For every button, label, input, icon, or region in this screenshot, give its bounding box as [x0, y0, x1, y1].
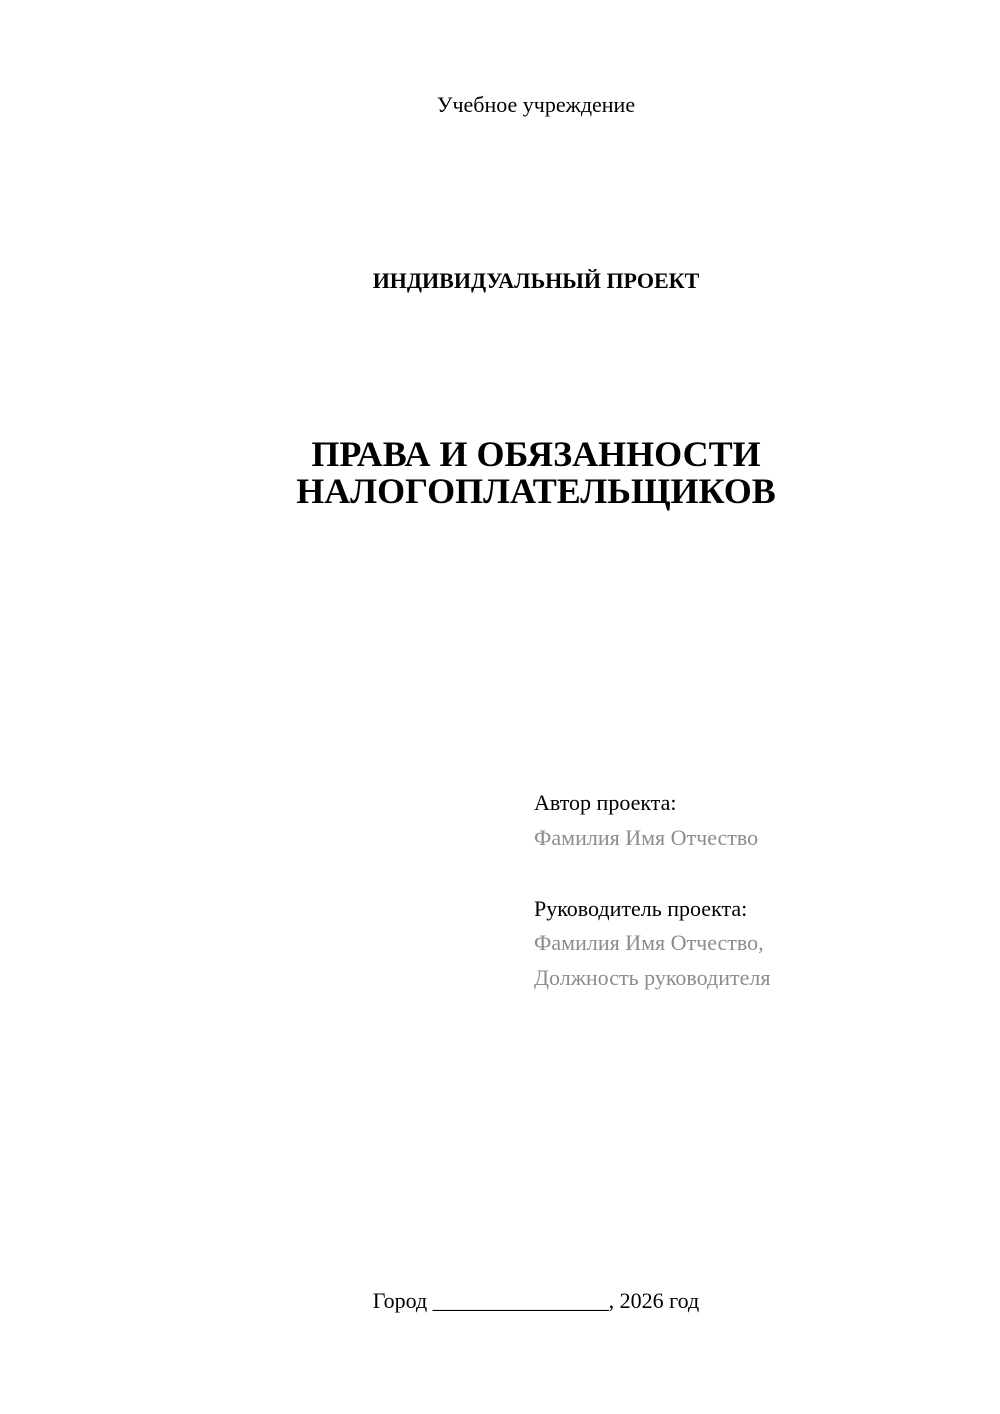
project-title-line-1: ПРАВА И ОБЯЗАННОСТИ: [311, 434, 761, 474]
supervisor-position: Должность руководителя: [534, 965, 771, 990]
supervisor-name: Фамилия Имя Отчество,: [534, 930, 764, 955]
document-type-heading: ИНДИВИДУАЛЬНЫЙ ПРОЕКТ: [372, 268, 700, 293]
institution-name: Учебное учреждение: [436, 92, 636, 117]
author-label: Автор проекта:: [534, 790, 677, 815]
city-year-line: Город ________________, 2026 год: [372, 1288, 700, 1313]
author-name: Фамилия Имя Отчество: [534, 825, 759, 850]
project-title-line-2: НАЛОГОПЛАТЕЛЬЩИКОВ: [296, 471, 776, 511]
supervisor-label: Руководитель проекта:: [534, 896, 748, 921]
project-title: [0, 436, 1000, 510]
